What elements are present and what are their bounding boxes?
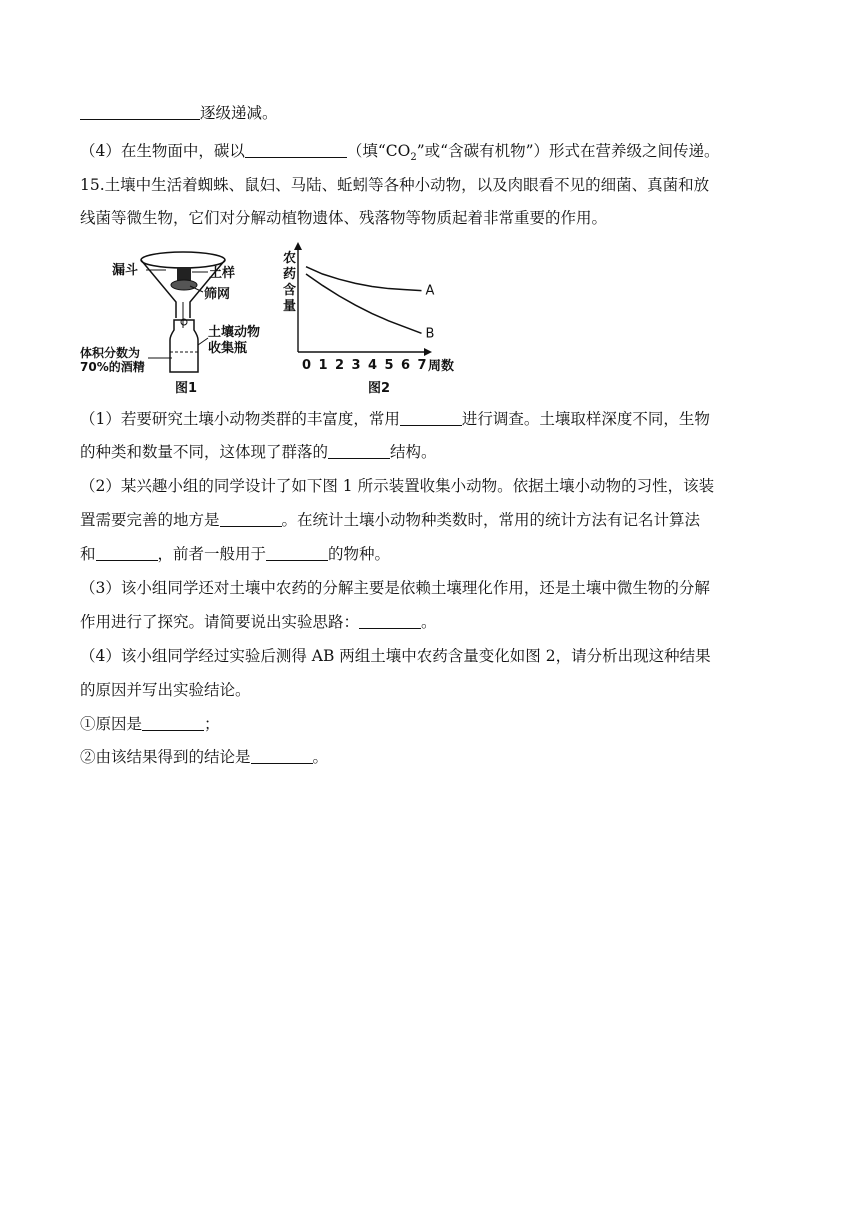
- subscript: 2: [410, 152, 417, 164]
- sieve-label: 筛网: [204, 287, 231, 302]
- bottle-label: 收集瓶: [208, 341, 248, 356]
- q15-part2-line3: [80, 544, 780, 564]
- q14-line-tail: [80, 103, 780, 123]
- leader-bottle: [198, 338, 208, 345]
- x-axis-label: 周数: [428, 359, 455, 374]
- q14-part4: [80, 141, 780, 168]
- q15-text: ，前者一般用于: [157, 545, 267, 563]
- q15-part4-line1: （4）该小组同学经过实验后测得 AB 两组土壤中农药含量变化如图 2，请分析出现这种结果: [80, 647, 711, 665]
- soil-label: 土样: [209, 266, 236, 281]
- soil-sample: [177, 267, 191, 281]
- figures: [78, 240, 468, 400]
- x-tick-label: 4: [368, 358, 378, 373]
- q15-text: 的种类和数量不同，这体现了群落的: [80, 443, 329, 461]
- q15-text: 的物种。: [328, 545, 391, 563]
- x-tick-label: 2: [335, 358, 345, 373]
- q14-part4-text: ”或“含碳有机物”）形式在营养级之间传递。: [416, 142, 720, 160]
- alcohol-label: 70%的酒精: [80, 360, 145, 374]
- collection-bottle: [170, 320, 198, 372]
- q14-text: 逐级递减。: [200, 104, 278, 122]
- figure2-chart: [283, 242, 454, 396]
- q15-part4-conclusion: [80, 747, 780, 767]
- q15-part1-line2: [80, 442, 780, 462]
- q15-text: 进行调查。土壤取样深度不同，生物: [461, 410, 710, 428]
- x-tick-label: 0: [302, 358, 312, 373]
- answer-blank[interactable]: [96, 546, 158, 561]
- q15-text: ②由该结果得到的结论是: [80, 748, 251, 766]
- q15-text: （1）若要研究土壤小动物类群的丰富度，常用: [80, 410, 400, 428]
- q15-part3-line1: （3）该小组同学还对土壤中农药的分解主要是依赖土壤理化作用，还是土壤中微生物的分解: [80, 579, 710, 597]
- answer-blank[interactable]: [359, 614, 421, 629]
- q15-text: ；: [204, 715, 220, 733]
- q15-intro-line: 15.土壤中生活着蜘蛛、鼠妇、马陆、蚯蚓等各种小动物，以及肉眼看不见的细菌、真菌和放: [80, 176, 710, 194]
- answer-blank[interactable]: [251, 749, 313, 764]
- x-tick-label: 1: [318, 358, 328, 373]
- q15-part4-line2: 的原因并写出实验结论。: [80, 681, 251, 699]
- q15-part1-line1: [80, 409, 780, 429]
- y-axis-label-char: 量: [283, 299, 297, 314]
- q15-intro-line: 线菌等微生物，它们对分解动植物遗体、残落物等物质起着非常重要的作用。: [80, 209, 608, 227]
- q14-part4-text: （填“CO: [346, 142, 411, 160]
- q14-part4-text: （4）在生物面中，碳以: [80, 142, 245, 160]
- q15-part3-line2: [80, 612, 780, 632]
- x-tick-label: 7: [417, 358, 427, 373]
- x-tick-label: 3: [351, 358, 361, 373]
- answer-blank[interactable]: [328, 444, 390, 459]
- sieve: [171, 280, 197, 290]
- x-tick-label: 6: [401, 358, 411, 373]
- y-axis-arrow: [294, 242, 302, 250]
- figure1-caption: 图1: [175, 381, 198, 396]
- figure2-caption: 图2: [368, 381, 391, 396]
- answer-blank[interactable]: [142, 716, 204, 731]
- q15-part2-line2: [80, 510, 780, 530]
- q15-text: 和: [80, 545, 96, 563]
- q15-text: 作用进行了探究。请简要说出实验思路：: [80, 613, 360, 631]
- q15-text: 。在统计土壤小动物种类数时，常用的统计方法有记名计算法: [281, 511, 701, 529]
- q15-text: 。: [312, 748, 329, 766]
- q15-text: ①原因是: [80, 715, 143, 733]
- series-line-B: [306, 274, 422, 333]
- x-axis-arrow: [424, 348, 432, 356]
- y-axis-label-char: 含: [283, 283, 297, 298]
- q15-text: 结构。: [390, 443, 437, 461]
- answer-blank[interactable]: [80, 105, 200, 120]
- q15-part2-line1: （2）某兴趣小组的同学设计了如下图 1 所示装置收集小动物。依据土壤小动物的习性，该装: [80, 477, 715, 495]
- alcohol-label: 体积分数为: [80, 346, 141, 360]
- y-axis-label-char: 农: [283, 251, 297, 266]
- figures-svg: [78, 240, 468, 400]
- q15-text: 置需要完善的地方是: [80, 511, 220, 529]
- answer-blank[interactable]: [245, 143, 347, 158]
- bottle-label: 土壤动物: [208, 325, 261, 340]
- series-label-B: B: [425, 326, 435, 342]
- x-tick-label: 5: [384, 358, 394, 373]
- answer-blank[interactable]: [400, 411, 462, 426]
- funnel-label: 漏斗: [112, 263, 139, 278]
- answer-blank[interactable]: [220, 512, 282, 527]
- series-label-A: A: [425, 283, 435, 299]
- figure1: [80, 252, 260, 396]
- series-line-A: [306, 267, 422, 291]
- q15-part4-reason: [80, 714, 780, 734]
- y-axis-label-char: 药: [283, 267, 297, 282]
- q15-text: 。: [421, 613, 437, 631]
- answer-blank[interactable]: [266, 546, 328, 561]
